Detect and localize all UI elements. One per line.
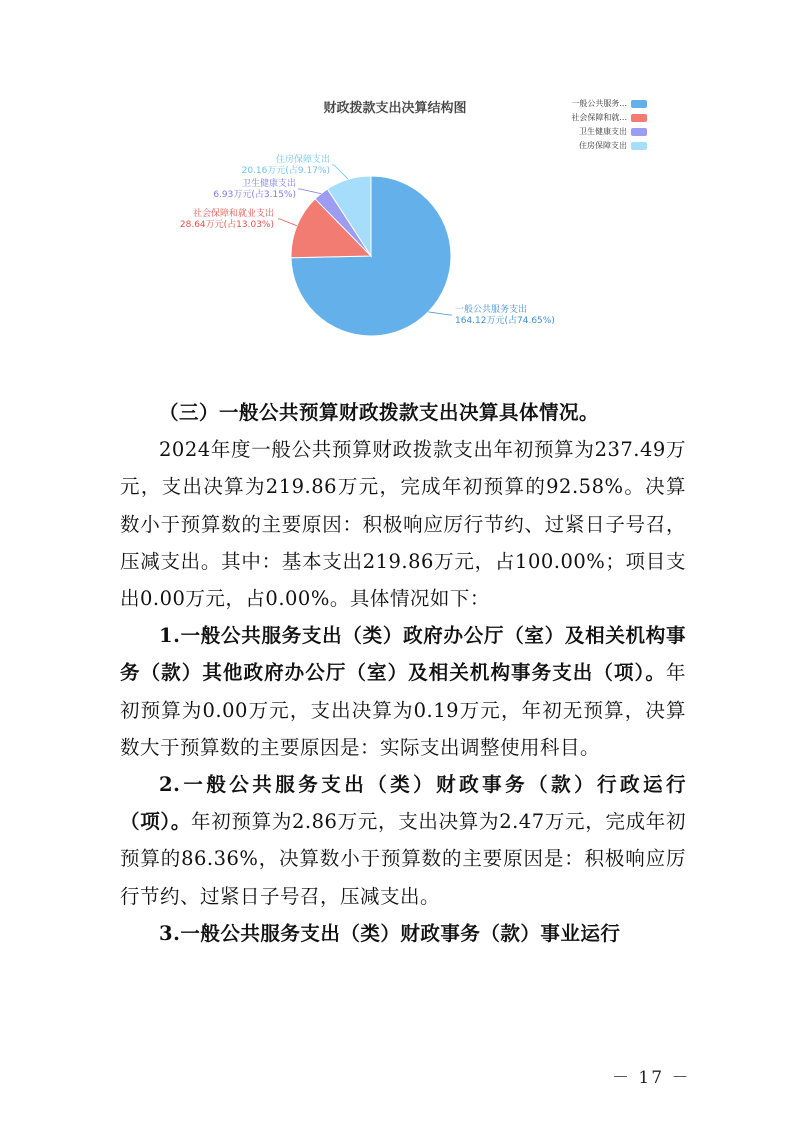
document-body xyxy=(120,394,686,952)
legend-swatch-1 xyxy=(631,100,647,108)
leader-line-3 xyxy=(298,189,321,194)
section-heading: （三）一般公共预算财政拨款支出决算具体情况。 xyxy=(159,401,600,424)
slice-label-value-1: 164.12万元(占74.65%) xyxy=(455,316,555,326)
leader-line-2 xyxy=(278,219,297,226)
slice-label-name-3: 卫生健康支出 xyxy=(241,179,296,189)
leader-line-4 xyxy=(332,165,348,179)
item-text-2: 年初预算为2.86万元，支出决算为2.47万元，完成年初预算的86.36%，决算数小于预算数的主要原因是：积极响应厉行节约、过紧日子号召，压减支出。 xyxy=(120,810,686,908)
slice-label-name-1: 一般公共服务支出 xyxy=(455,305,528,315)
summary-paragraph: 2024年度一般公共预算财政拨款支出年初预算为237.49万元，支出决算为219.86万元，完成年初预算的92.58%。决算数小于预算数的主要原因：积极响应厉行节约、过紧日子号召，压减支出。其中：基本支出219.86万元，占100.00%；项目支出0.00万元，占0.00%。具体情况如下： xyxy=(120,438,686,611)
page-number: － 17 － xyxy=(612,1068,691,1088)
chart-legend xyxy=(571,98,647,150)
legend-label-3: 卫生健康支出 xyxy=(579,127,627,136)
slice-label-value-4: 20.16万元(占9.17%) xyxy=(241,166,330,176)
item-heading-1: 1.一般公共服务支出（类）政府办公厅（室）及相关机构事务（款）其他政府办公厅（室）及相关机构事务支出（项）。 xyxy=(120,624,686,685)
legend-label-4: 住房保障支出 xyxy=(579,141,627,150)
slice-label-value-2: 28.64万元(占13.03%) xyxy=(179,220,274,230)
slice-label-value-3: 6.93万元(占3.15%) xyxy=(213,190,296,200)
item-heading-3: 3.一般公共服务支出（类）财政事务（款）事业运行 xyxy=(159,921,621,945)
leader-line-1 xyxy=(428,312,452,315)
legend-label-2: 社会保障和就... xyxy=(571,113,627,122)
item-text-1: 年初预算为0.00万元，支出决算为0.19万元，年初无预算，决算数大于预算数的主要原因是：实际支出调整使用科目。 xyxy=(120,661,686,759)
legend-swatch-3 xyxy=(631,128,647,136)
legend-swatch-4 xyxy=(631,142,647,150)
slice-label-name-2: 社会保障和就业支出 xyxy=(192,209,274,219)
item-heading-2: 2.一般公共服务支出（类）财政事务（款）行政运行（项）。 xyxy=(120,773,686,834)
pie-chart-figure xyxy=(0,0,793,380)
slice-label-name-4: 住房保障支出 xyxy=(275,155,330,165)
item-paragraph-1 xyxy=(120,617,686,766)
legend-swatch-2 xyxy=(631,114,647,122)
item-paragraph-2 xyxy=(120,766,686,915)
pie-slices xyxy=(291,176,451,336)
legend-label-1: 一般公共服务... xyxy=(571,99,627,108)
pie-chart-svg xyxy=(0,0,793,380)
chart-title: 财政拨款支出决算结构图 xyxy=(323,101,467,116)
item-paragraph-3 xyxy=(120,915,686,952)
